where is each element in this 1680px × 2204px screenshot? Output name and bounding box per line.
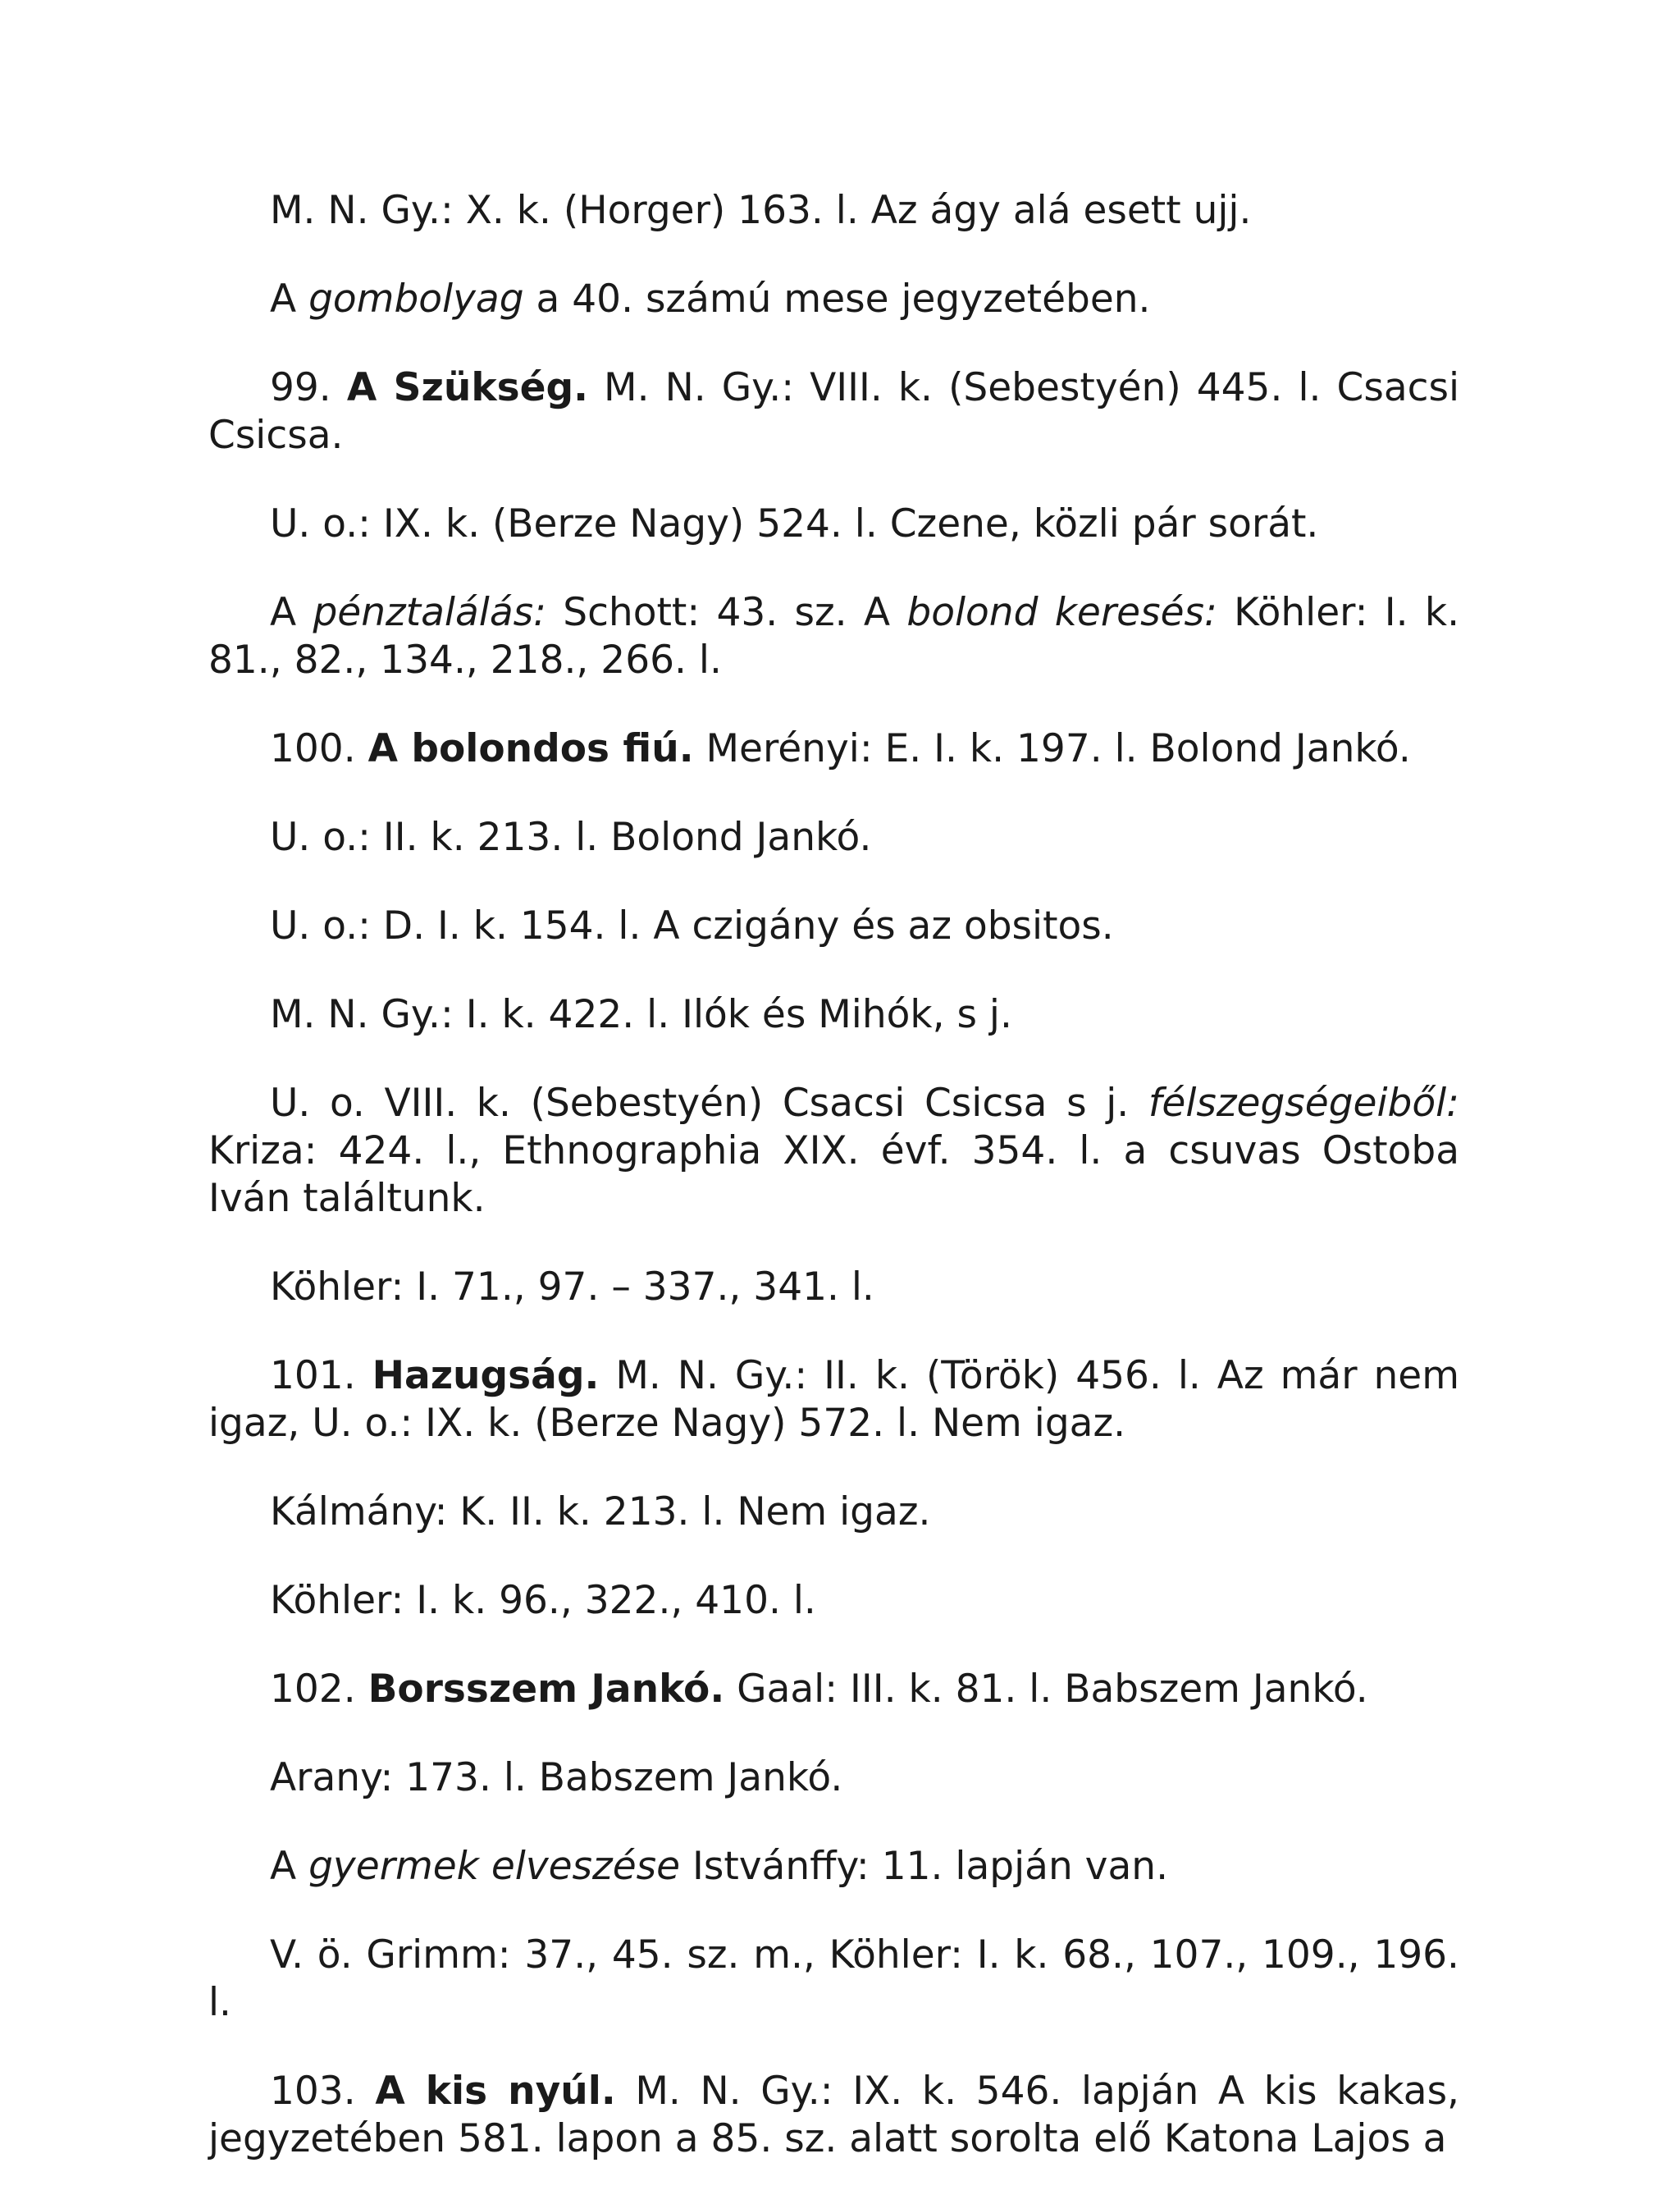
text-run: U. o.: D. I. k. 154. l. A czigány és az obsitos.	[270, 903, 1114, 949]
paragraph	[208, 276, 1459, 323]
paragraph	[208, 725, 1459, 773]
paragraph	[208, 2068, 1459, 2163]
text-run: Köhler: I. k. 81., 82., 134., 218., 266. l.	[208, 590, 1460, 683]
paragraph	[208, 903, 1459, 950]
text-run: Gaal: III. k. 81. l. Babszem Jankó.	[724, 1667, 1368, 1712]
paragraph	[208, 501, 1459, 548]
text-run: A	[270, 277, 309, 322]
paragraph	[208, 1352, 1459, 1447]
entry-title: A bolondos fiú.	[368, 726, 694, 771]
text-run: Istvánffy: 11. lapján van.	[680, 1844, 1169, 1889]
paragraph	[208, 364, 1459, 460]
paragraph	[208, 1666, 1459, 1713]
paragraph	[208, 1932, 1459, 2027]
paragraph	[208, 1754, 1459, 1802]
paragraph	[208, 187, 1459, 235]
italic-term: félszegségeiből:	[1148, 1081, 1459, 1126]
text-run: A	[270, 1844, 309, 1889]
text-run: Merényi: E. I. k. 197. l. Bolond Jankó.	[693, 726, 1411, 771]
paragraph	[208, 991, 1459, 1039]
text-run: M. N. Gy.: II. k. (Török) 456. l. Az már nem igaz, U. o.: IX. k. (Berze Nagy) 572. l. Nem igaz.	[208, 1353, 1459, 1446]
text-run: 100.	[270, 726, 368, 771]
paragraph	[208, 1843, 1459, 1891]
italic-term: gyermek elveszése	[308, 1844, 681, 1889]
text-run: M. N. Gy.: I. k. 422. l. Ilók és Mihók, s j.	[270, 992, 1012, 1037]
text-run: 99.	[270, 365, 347, 410]
text-run: a 40. számú mese jegyzetében.	[523, 277, 1151, 322]
entry-title: A Szükség.	[346, 365, 588, 410]
paragraph	[208, 1577, 1459, 1625]
text-run: 102.	[270, 1667, 368, 1712]
text-run: A	[270, 590, 313, 635]
document-page	[208, 187, 1459, 2204]
text-run: M. N. Gy.: IX. k. 546. lapján A kis kakas, jegyzetében 581. lapon a 85. sz. alatt sorolta elő Katona Lajos a	[208, 2069, 1460, 2161]
italic-term: bolond keresés:	[906, 590, 1217, 635]
text-run: U. o.: IX. k. (Berze Nagy) 524. l. Czene, közli pár sorát.	[270, 501, 1319, 546]
paragraph	[208, 1488, 1459, 1536]
text-run: V. ö. Grimm: 37., 45. sz. m., Köhler: I. k. 68., 107., 109., 196. l.	[208, 1932, 1459, 2025]
text-run: Kriza: 424. l., Ethnographia XIX. évf. 354. l. a csuvas Ostoba Iván találtunk.	[208, 1128, 1459, 1221]
text-run: Köhler: I. k. 96., 322., 410. l.	[270, 1578, 816, 1623]
text-run: Kálmány: K. II. k. 213. l. Nem igaz.	[270, 1489, 931, 1534]
text-run: Schott: 43. sz. A	[546, 590, 907, 635]
paragraph	[208, 1080, 1459, 1223]
text-run: 103.	[270, 2069, 376, 2114]
text-run: U. o. VIII. k. (Sebestyén) Csacsi Csicsa s j.	[270, 1081, 1148, 1126]
text-run: M. N. Gy.: VIII. k. (Sebestyén) 445. l. Csacsi Csicsa.	[208, 365, 1460, 458]
text-run: M. N. Gy.: X. k. (Horger) 163. l. Az ágy alá esett ujj.	[270, 188, 1252, 233]
text-run: Arany: 173. l. Babszem Jankó.	[270, 1755, 843, 1800]
paragraph	[208, 814, 1459, 862]
entry-title: Hazugság.	[372, 1353, 600, 1398]
text-run: Köhler: I. 71., 97. – 337., 341. l.	[270, 1264, 874, 1310]
entry-title: A kis nyúl.	[375, 2069, 616, 2114]
italic-term: gombolyag	[308, 277, 524, 322]
entry-title: Borsszem Jankó.	[368, 1667, 725, 1712]
paragraph	[208, 1264, 1459, 1311]
paragraph	[208, 589, 1459, 684]
italic-term: pénztalálás:	[313, 590, 546, 635]
text-run: 101.	[270, 1353, 372, 1398]
text-run: U. o.: II. k. 213. l. Bolond Jankó.	[270, 815, 872, 860]
